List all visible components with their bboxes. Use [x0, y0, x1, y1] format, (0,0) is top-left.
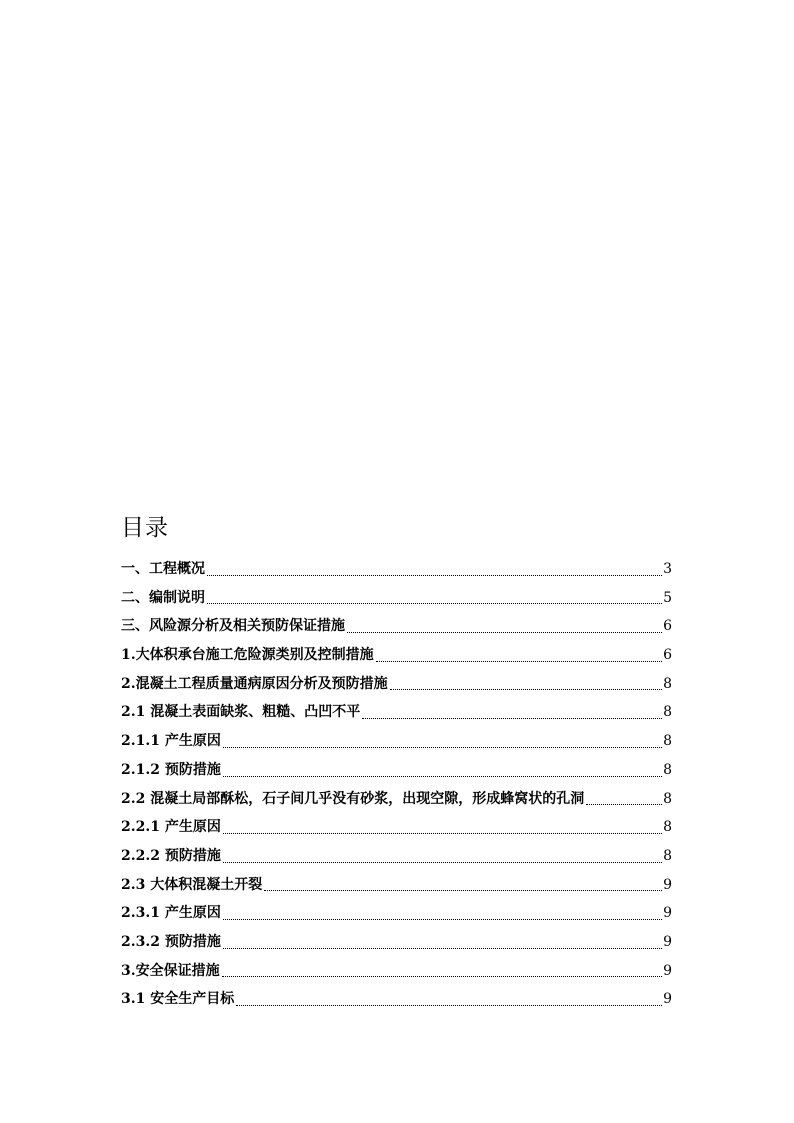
- toc-page-number: 8: [663, 847, 672, 864]
- toc-page-number: 8: [663, 733, 672, 750]
- toc-dot-leader: [223, 747, 662, 748]
- toc-dot-leader: [390, 689, 662, 690]
- toc-page-number: 6: [663, 647, 672, 664]
- toc-entry[interactable]: [121, 756, 672, 785]
- toc-page-number: 8: [663, 819, 672, 836]
- toc-dot-leader: [223, 776, 662, 777]
- toc-entry-text: 3.1 安全生产目标: [121, 991, 235, 1008]
- toc-entry-text: 1.大体积承台施工危险源类别及控制措施: [121, 647, 374, 664]
- toc-dot-leader: [223, 948, 662, 949]
- toc-entry[interactable]: [121, 698, 672, 727]
- toc-entry[interactable]: [121, 555, 672, 584]
- toc-dot-leader: [236, 1005, 662, 1006]
- toc-entry-text: 3.安全保证措施: [121, 962, 220, 979]
- toc-entry-text: 2.1.1 产生原因: [121, 733, 221, 750]
- toc-entry[interactable]: [121, 928, 672, 957]
- toc-page-number: 8: [663, 675, 672, 692]
- toc-page-number: 9: [663, 876, 672, 893]
- toc-title: 目录: [121, 515, 169, 541]
- toc-dot-leader: [207, 603, 662, 604]
- toc-dot-leader: [223, 833, 662, 834]
- toc-page-number: 5: [663, 589, 672, 606]
- toc-page-number: 6: [663, 618, 672, 635]
- toc-dot-leader: [264, 890, 662, 891]
- toc-entry[interactable]: [121, 641, 672, 670]
- toc-page-number: 8: [663, 704, 672, 721]
- toc-entry-text: 2.2.1 产生原因: [121, 819, 221, 836]
- toc-entry-text: 一、工程概况: [121, 561, 205, 577]
- toc-entry-text: 2.1.2 预防措施: [121, 761, 221, 778]
- toc-entry-text: 2.2.2 预防措施: [121, 847, 221, 864]
- toc-dot-leader: [223, 919, 662, 920]
- toc-entry-text: 2.混凝土工程质量通病原因分析及预防措施: [121, 675, 388, 692]
- toc-entry[interactable]: [121, 985, 672, 1014]
- toc-entry[interactable]: [121, 727, 672, 756]
- toc-entry-text: 2.3.1 产生原因: [121, 905, 221, 922]
- toc-entry[interactable]: [121, 785, 672, 814]
- toc-page-number: 9: [663, 991, 672, 1008]
- toc-entry[interactable]: [121, 899, 672, 928]
- toc-dot-leader: [347, 632, 662, 633]
- toc-entry[interactable]: [121, 957, 672, 986]
- toc-entry-text: 三、风险源分析及相关预防保证措施: [121, 618, 345, 635]
- toc-entry-text: 2.3 大体积混凝土开裂: [121, 876, 263, 893]
- toc-entry[interactable]: [121, 584, 672, 613]
- toc-entry[interactable]: [121, 871, 672, 900]
- toc-page-number: 8: [663, 790, 672, 807]
- toc-dot-leader: [376, 661, 662, 662]
- toc-entry[interactable]: [121, 670, 672, 699]
- toc-dot-leader: [207, 575, 662, 576]
- toc-entry[interactable]: [121, 842, 672, 871]
- toc-page-number: 9: [663, 962, 672, 979]
- toc-dot-leader: [586, 804, 662, 805]
- toc-dot-leader: [362, 718, 662, 719]
- toc-page-number: 8: [663, 761, 672, 778]
- toc-entry-text: 2.3.2 预防措施: [121, 933, 221, 950]
- toc-page-number: 9: [663, 933, 672, 950]
- toc-list: [121, 555, 672, 1014]
- toc-dot-leader: [223, 862, 662, 863]
- toc-entry[interactable]: [121, 612, 672, 641]
- toc-dot-leader: [222, 976, 662, 977]
- toc-entry-text: 2.1 混凝土表面缺浆、粗糙、凸凹不平: [121, 704, 361, 721]
- toc-entry-text: 二、编制说明: [121, 589, 205, 606]
- toc-entry-text: 2.2 混凝土局部酥松，石子间几乎没有砂浆，出现空隙，形成蜂窝状的孔洞: [121, 790, 585, 807]
- toc-page-number: 3: [663, 561, 672, 577]
- toc-entry[interactable]: [121, 813, 672, 842]
- toc-page-number: 9: [663, 905, 672, 922]
